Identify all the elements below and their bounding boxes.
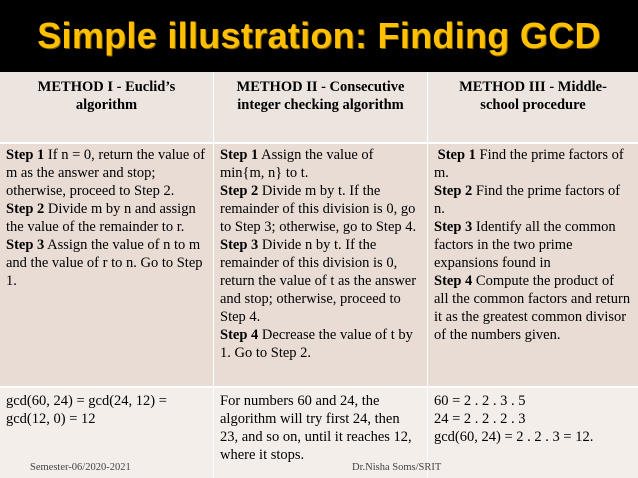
step-label: Step 3 — [220, 237, 259, 253]
step-text: Find the prime factors of n. — [434, 183, 621, 217]
step-text: Compute the product of all the common factors and return it as the greatest common divisor of the numbers given. — [434, 273, 631, 343]
step-text: Decrease the value of t by 1. Go to Step 2. — [220, 327, 413, 361]
step-text: Divide m by t. If the remainder of this division is 0, go to Step 3; otherwise, go to Step 4. — [220, 183, 417, 235]
column-divider — [427, 72, 428, 478]
footer-semester: Semester-06/2020-2021 — [30, 462, 131, 473]
step-label: Step 3 — [6, 237, 45, 253]
steps-method-3 — [428, 144, 638, 386]
footer-author: Dr.Nisha Soms/SRIT — [352, 462, 442, 473]
example-method-2: For numbers 60 and 24, the algorithm will try first 24, then 23, and so on, until it reaches 12, where it stops. — [214, 388, 427, 478]
step-label: Step 2 — [220, 183, 259, 199]
step-label: Step 1 — [220, 147, 259, 163]
example-method-3 — [428, 388, 638, 478]
header-method-1: METHOD I - Euclid’s algorithm — [0, 72, 213, 142]
step-text: Assign the value of n to m and the value of r to n. Go to Step 1. — [6, 237, 203, 289]
step-text: If n = 0, return the value of m as the answer and stop; otherwise, proceed to Step 2. — [6, 147, 206, 199]
step-label: Step 4 — [220, 327, 259, 343]
example-line: gcd(60, 24) = 2 . 2 . 3 = 12. — [434, 429, 594, 445]
header-method-2: METHOD II - Consecutive integer checking algorithm — [214, 72, 427, 142]
step-text: Identify all the common factors in the two prime expansions found in — [434, 219, 616, 271]
step-label: Step 1 — [6, 147, 45, 163]
step-label: Step 2 — [6, 201, 45, 217]
row-divider — [0, 386, 638, 388]
column-divider — [213, 72, 214, 478]
slide-title: Simple illustration: Finding GCD — [37, 15, 601, 56]
step-text: Divide n by t. If the remainder of this division is 0, return the value of t as the answer and stop; otherwise, proceed to Step 4. — [220, 237, 417, 325]
example-method-1: gcd(60, 24) = gcd(24, 12) = gcd(12, 0) = 12 — [0, 388, 213, 478]
steps-method-2 — [214, 144, 427, 386]
gcd-methods-table — [0, 72, 638, 478]
step-text: Find the prime factors of m. — [434, 147, 624, 181]
step-text: Divide m by n and assign the value of the remainder to r. — [6, 201, 196, 235]
step-label: Step 4 — [434, 273, 473, 289]
example-line: 60 = 2 . 2 . 3 . 5 — [434, 393, 526, 409]
example-line: 24 = 2 . 2 . 2 . 3 — [434, 411, 526, 427]
header-method-3: METHOD III - Middle-school procedure — [428, 72, 638, 142]
step-label: Step 1 — [437, 147, 476, 163]
row-divider — [0, 142, 638, 144]
steps-method-1 — [0, 144, 213, 386]
step-label: Step 2 — [434, 183, 473, 199]
step-label: Step 3 — [434, 219, 473, 235]
step-text: Assign the value of min{m, n} to t. — [220, 147, 374, 181]
